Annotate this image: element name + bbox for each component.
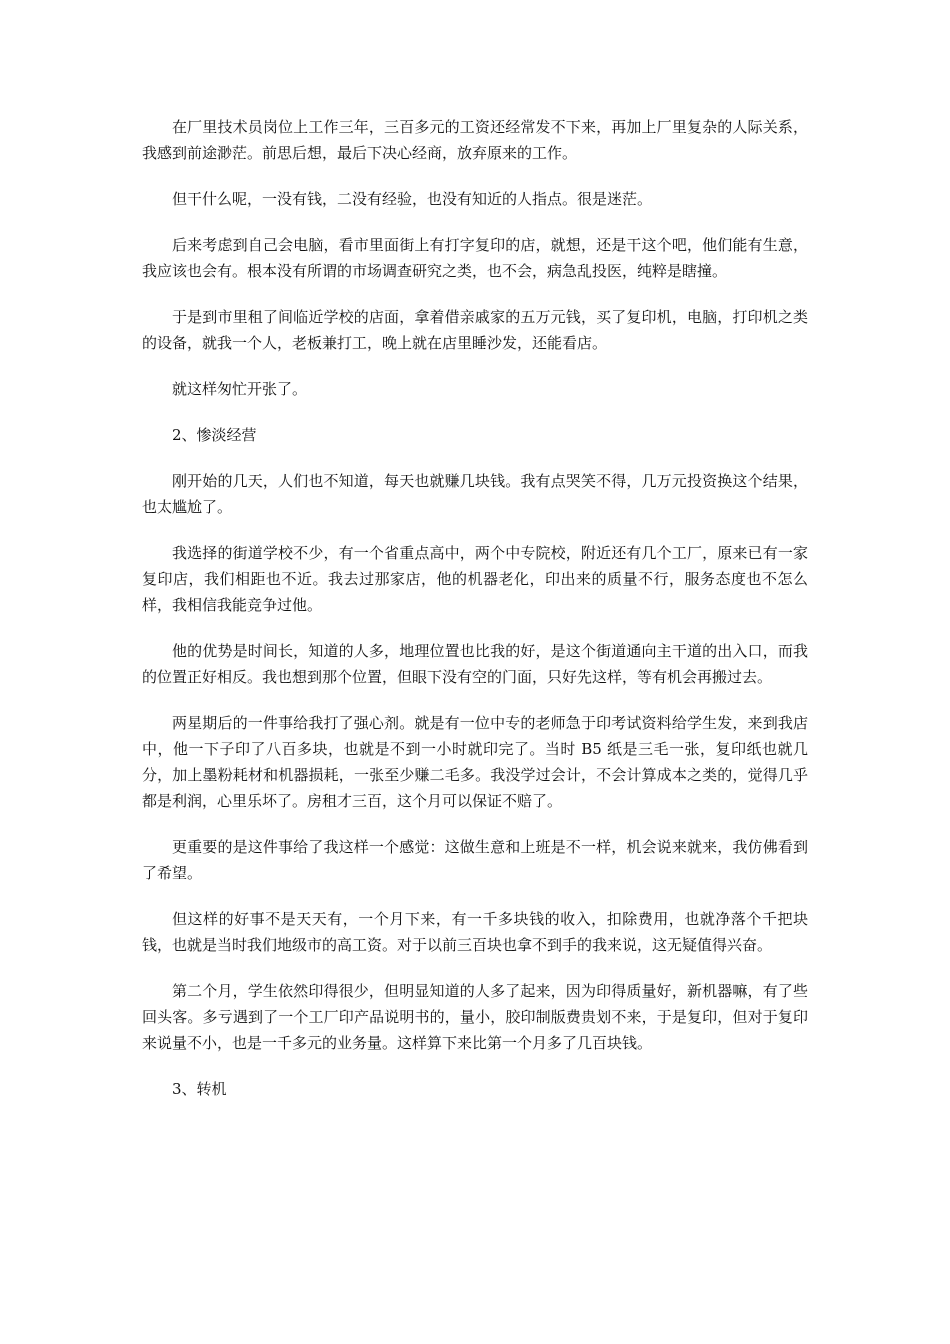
paragraph: 两星期后的一件事给我打了强心剂。就是有一位中专的老师急于印考试资料给学生发，来到我店中，他一下子印了八百多块，也就是不到一小时就印完了。当时 B5 纸是三毛一张，复印纸也就几分，加上墨粉耗材和机器损耗，一张至少赚二毛多。我没学过会计，不会计算成本之类的，觉得几乎都是利润，心里乐坏了。房租才三百，这个月可以保证不赔了。 — [142, 714, 808, 810]
paragraph: 后来考虑到自己会电脑，看市里面街上有打字复印的店，就想，还是干这个吧，他们能有生意，我应该也会有。根本没有所谓的市场调查研究之类，也不会，病急乱投医，纯粹是瞎撞。 — [142, 236, 808, 280]
paragraph: 但这样的好事不是天天有，一个月下来，有一千多块钱的收入，扣除费用，也就净落个千把块钱，也就是当时我们地级市的高工资。对于以前三百块也拿不到手的我来说，这无疑值得兴奋。 — [142, 910, 808, 954]
paragraph: 于是到市里租了间临近学校的店面，拿着借亲戚家的五万元钱，买了复印机，电脑，打印机之类的设备，就我一个人，老板兼打工，晚上就在店里睡沙发，还能看店。 — [142, 308, 808, 352]
paragraph: 我选择的街道学校不少，有一个省重点高中，两个中专院校，附近还有几个工厂，原来已有一家复印店，我们相距也不近。我去过那家店，他的机器老化，印出来的质量不行，服务态度也不怎么样，我相信我能竞争过他。 — [142, 544, 808, 614]
paragraph: 更重要的是这件事给了我这样一个感觉：这做生意和上班是不一样，机会说来就来，我仿佛看到了希望。 — [142, 838, 808, 882]
section-heading: 2、惨淡经营 — [172, 426, 257, 444]
section-heading: 3、转机 — [172, 1080, 227, 1098]
paragraph: 但干什么呢，一没有钱，二没有经验，也没有知近的人指点。很是迷茫。 — [172, 190, 653, 208]
document-body — [142, 114, 808, 1122]
paragraph: 他的优势是时间长，知道的人多，地理位置也比我的好，是这个街道通向主干道的出入口，而我的位置正好相反。我也想到那个位置，但眼下没有空的门面，只好先这样，等有机会再搬过去。 — [142, 642, 808, 686]
paragraph: 刚开始的几天，人们也不知道，每天也就赚几块钱。我有点哭笑不得，几万元投资换这个结果，也太尴尬了。 — [142, 472, 808, 516]
paragraph: 在厂里技术员岗位上工作三年，三百多元的工资还经常发不下来，再加上厂里复杂的人际关系，我感到前途渺茫。前思后想，最后下决心经商，放弃原来的工作。 — [142, 118, 808, 162]
paragraph: 就这样匆忙开张了。 — [172, 380, 308, 398]
paragraph: 第二个月，学生依然印得很少，但明显知道的人多了起来，因为印得质量好，新机器嘛，有了些回头客。多亏遇到了一个工厂印产品说明书的，量小，胶印制版费贵划不来，于是复印，但对于复印来说量不小，也是一千多元的业务量。这样算下来比第一个月多了几百块钱。 — [142, 982, 808, 1052]
